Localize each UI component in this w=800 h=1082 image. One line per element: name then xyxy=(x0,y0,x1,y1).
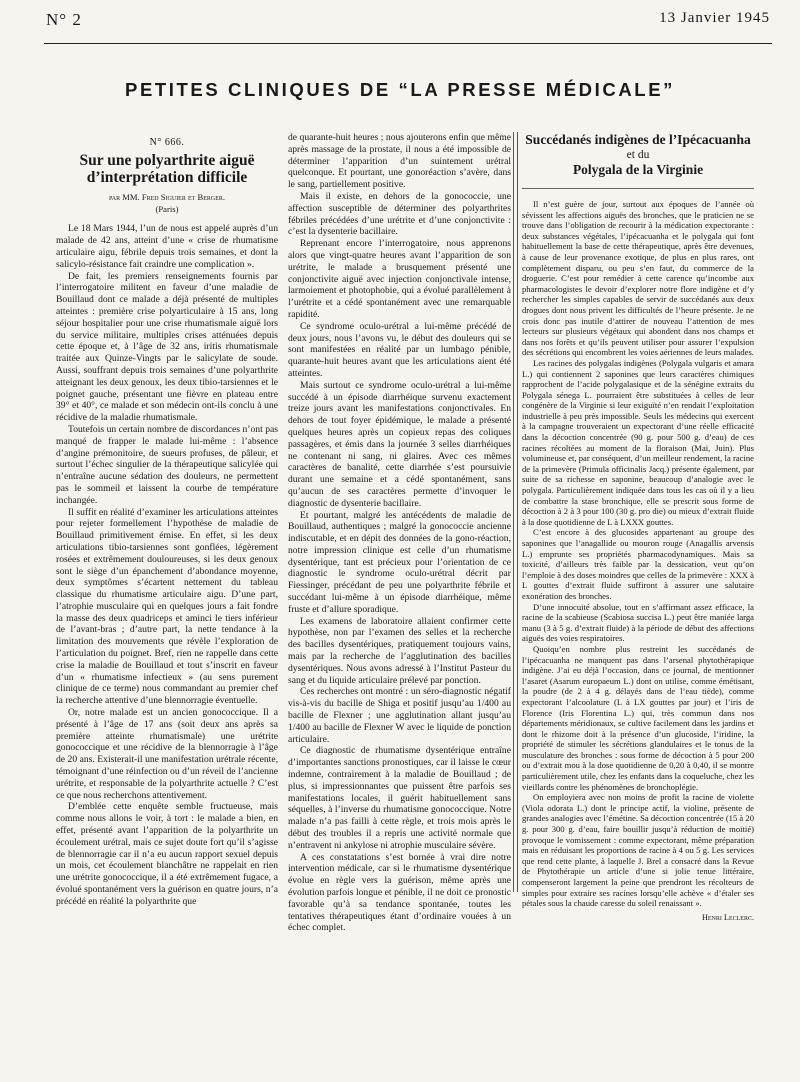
right-article-title-line-1: Succédanés indigènes de l’Ipécacuanha xyxy=(525,132,751,147)
article-title-line-2: d’interprétation difficile xyxy=(86,168,248,186)
paragraph: C’est encore à des glucosides appartenant au groupe des saponines que l’anagallide ou mouron rouge (Anagallis arvensis L.) emprunte ses propriétés pharmacodynamiques. Mais sa toxicité, d’ailleurs très faible par la dessication, veut qu’on l’emploie à des doses moindres que celles de la primevère : XXX à L gouttes d’extrait fluide suffiront à assurer une salutaire exonération des bronches. xyxy=(522,527,754,601)
paragraph: Mais surtout ce syndrome oculo-urétral a lui-même succédé à un épisode diarrhéique survenu exactement treize jours avant les manifestations conjonctivales. En dehors de tout foyer épidémique, le malade a présenté quelques heures après un copieux repas des coliques passagères, et émis dans la journée 3 selles diarrhéiques ne contenant ni sang, ni glaires. Avec ces mêmes caractères de banalité, cette diarrhée s’est poursuivie durant une semaine et a cédé spontanément, sans qu’aucun de ses caractères permette d’invoquer le diagnostic de dysenterie bacillaire. xyxy=(288,379,511,509)
paragraph: Ce syndrome oculo-urétral a lui-même précédé de deux jours, nous l’avons vu, le début des douleurs qui se sont manifestées en réalité par un lumbago pénible, quarante-huit heures avant que les articulations aient été atteintes. xyxy=(288,320,511,379)
paragraph: D’emblée cette enquête semble fructueuse, mais comme nous allons le voir, à tort : le malade a bien, en effet, présenté avant l’apparition de la polyarthrite un écoulement urétral, mais ce sujet doute fort qu’il s’agisse de blennorragie car il n’a eu aucun rapport sexuel depuis un mois, cet écoulement blanchâtre ne rappelait en rien une urétrite gonococcique, il a été extrêmement fugace, a évolué spontanément vers la guérison en quatre jours, n’a précédé en réalité la polyarthrite que xyxy=(56,801,278,907)
paragraph: Le 18 Mars 1944, l’un de nous est appelé auprès d’un malade de 42 ans, atteint d’une « crise de rhumatisme articulaire aigu, fébrile depuis trois semaines, et dont la salicylo-résistance fait craindre une complication ». xyxy=(56,223,278,270)
article-authors: par MM. Fred Siguier et Berger. xyxy=(108,191,226,202)
left-article-column-2 xyxy=(288,132,511,934)
paragraph: Or, notre malade est un ancien gonococcique. Il a présenté à l’âge de 17 ans (soit deux ans après sa première atteinte rhumatismale) une urétrite gonococcique et une récidive de la blennorragie à l’âge de 20 ans. Existerait-il une manifestation urétrale récente, témoignant d’une réinfection ou d’un réveil de l’ancienne urétrite, et responsable de la polyarthrite actuelle ? C’est ce que nous recherchons attentivement. xyxy=(56,707,278,801)
title-rule xyxy=(522,188,754,189)
right-article-title-line-3: Polygala de la Virginie xyxy=(572,162,704,177)
paragraph: De fait, les premiers renseignements fournis par l’interrogatoire militent en faveur d’une maladie de Bouillaud dont ce malade a déjà présenté de multiples atteintes : première crise polyarticulaire à 15 ans, long séjour hospitalier pour une crise rhumatismale aiguë lors du service militaire, multiples crises atténuées depuis cette époque et, à l’âge de 32 ans, iritis rhumatismale traitée aux Quinze-Vingts par le salicylate de soude. Aussi, souffrant depuis trois semaines d’une polyarthrite atteignant les deux genoux, les deux tibio-tarsiennes et le poignet gauche, présentant une fièvre en plateau entre 39° et 40°, ce malade et son médecin ont-ils conclu à une récidive de la maladie rhumatismale. xyxy=(56,270,278,424)
issue-date: 13 Janvier 1945 xyxy=(659,10,770,26)
paragraph: Ces recherches ont montré : un séro-diagnostic négatif vis-à-vis du bacille de Shiga et positif jusqu’au 1/400 au bacille de Flexner ; une agglutination allant jusqu’au 1/400 au bacille de Flexner W avec le liquide de ponction articulaire. xyxy=(288,686,511,745)
right-article-title-line-2: et du xyxy=(626,149,650,161)
paragraph: D’une innocuité absolue, tout en s’affirmant assez efficace, la racine de la scabieuse (Scabiosa succisa L.) peut être maniée larga manu (3 à 5 g. d’extrait fluide) à la période de début des affections aiguës des voies respiratoires. xyxy=(522,601,754,644)
right-article-body xyxy=(522,199,754,923)
paragraph: Quoiqu’en nombre plus restreint les succédanés de l’ipécacuanha ne manquent pas dans l’arsenal phytothérapique indigène. J’ai eu déjà l’occasion, dans ce journal, de mentionner l’asaret (Asarum europaeum L.) dont on utilise, comme émétisant, la poudre (de 2 à 4 g. délayés dans de l’eau tiède), comme expectorant l’alcoolature (L à LX gouttes par jour) et l’iris de Florence (Iris Florentina L.) qui, très commun dans nos départements méridionaux, se cultive facilement dans les jardins et dont le rhizome doit à la présence d’un glucoside, l’iridine, la propriété de stimuler les sécrétions glandulaires et le tonus de la musculature des bronches : sous forme de décoction à 5 pour 200 ou d’extrait mou à la dose quotidienne de 0,20 à 0,40, il se montre particulièrement utile, chez les enfants dans la coqueluche, chez les vieillards contre les phénomènes de bronchoplégie. xyxy=(522,643,754,792)
column-divider xyxy=(513,132,514,892)
paragraph: Les examens de laboratoire allaient confirmer cette hypothèse, non par l’examen des selles et la recherche des bacilles dysentériques, pratiquement toujours vains, mais par la recherche de l’agglutination des bacilles dysentériques. Nous avons adressé à l’Institut Pasteur du sang et du liquide articulaire prélevé par ponction. xyxy=(288,615,511,686)
paragraph: Les racines des polygalas indigènes (Polygala vulgaris et amara L.) qui contiennent 2 saponines que leurs caractères chimiques rapprochent de l’acide polygalasique et de la sénégine extraits du Polygala sénega L. pourraient être substituées à celles de leur congénère de la Virginie si leur exiguïté n’en rendait l’exploitation industrielle à peu près impossible. Seuls les médecins qui exercent à la campagne trouveraient un expectorant d’une réelle efficacité dans la décoction concentrée (90 g. pour 500 g. d’eau) de ces racines récoltées au moment de la floraison (Mai, Juin). Plus volumineuse et, par conséquent, d’un meilleur rendement, la racine de la primevère (Primula officinalis Jacq.) présente également, par suite de sa richesse en saponine, beaucoup d’analogie avec le polygala. Particulièrement indiquée dans tous les cas où il y a lieu de combattre la stase bronchique, elle se prescrit sous forme de décoction à 2 à 3 pour 100 (30 g. pro die) ou mieux d’extrait fluide à la dose quotidienne de L à LXXX gouttes. xyxy=(522,357,754,527)
left-article-column-1 xyxy=(56,132,278,1052)
section-banner-title: PETITES CLINIQUES DE “LA PRESSE MÉDICALE” xyxy=(125,79,675,100)
paragraph: Mais il existe, en dehors de la gonococcie, une affection susceptible de déterminer des polyarthrites fébriles précédées d’une urétrite et d’une conjonctivite : c’est la dysenterie bacillaire. xyxy=(288,190,511,238)
right-article-column xyxy=(522,132,754,922)
paragraph: Toutefois un certain nombre de discordances n’ont pas manqué de frapper le malade lui-même : l’absence d’angine prémonitoire, de sueurs profuses, de pâleur, et surtout l’échec singulier de la thérapeutique salicylée qui n’entraîne aucune sédation des douleurs, ne permettent pas le sommeil et laissent la courbe de température inchangée. xyxy=(56,423,278,506)
article-number: N° 666. xyxy=(149,137,185,148)
paragraph: Et pourtant, malgré les antécédents de maladie de Bouillaud, authentiques ; malgré la gonococcie ancienne indiscutable, et en dépit des données de la gono-réaction, notre impression clinique est celle d’un rhumatisme dysentérique, tant est précieux pour l’orientation de ce diagnostic le syndrome oculo-urétral décrit par Fiessinger, précédant de peu une polyarthrite fébrile et succédant lui-même à un épisode diarrhéique, même fruste et d’allure sporadique. xyxy=(288,509,511,615)
issue-number: N° 2 xyxy=(46,10,82,29)
article-location: (Paris) xyxy=(155,203,179,214)
article-title-line-1: Sur une polyarthrite aiguë xyxy=(79,151,255,169)
paragraph: Il suffit en réalité d’examiner les articulations atteintes pour rejeter formellement l’hypothèse de maladie de Bouillaud primitivement émise. En effet, si les deux articulations tibio-tarsiennes sont gonflées, légèrement rosées et extrêmement douloureuses, si les deux genoux sont le siège d’un épanchement d’abondance moyenne, deux symptômes s’écartent nettement du tableau classique du rhumatisme articulaire aigu. D’une part, l’atrophie musculaire qui en quelques jours a fait fondre la masse des deux quadriceps et aminci le tiers inférieur de l’avant-bras ; d’autre part, la nette tendance à la limitation des mouvements que révèle l’exploration de l’articulation du poignet. Bref, rien ne rappelle dans cette crise la maladie de Bouillaud et tout s’inscrit en faveur d’un « rhumatisme infectieux » (au sens purement clinique de ce terme) nous commandant au premier chef la recherche attentive d’une blennorragie éventuelle. xyxy=(56,506,278,707)
paragraph: Reprenant encore l’interrogatoire, nous apprenons alors que vingt-quatre heures avant l’apparition de son urétrite, le malade a brusquement présenté une conjonctivite aiguë avec injection conjonctivale intense, larmoiement et photophobie, qui a évolué parallèlement à l’urétrite et a cédé spontanément avec une remarquable rapidité. xyxy=(288,238,511,320)
article-title xyxy=(56,152,278,186)
paragraph: de quarante-huit heures ; nous ajouterons enfin que même après massage de la prostate, il nous a été impossible de déterminer l’apparition d’un suintement urétral quelconque. Et pourtant, une gonoréaction s’avère, dans le sang, partiellement positive. xyxy=(288,132,511,191)
paragraph: Il n’est guère de jour, surtout aux époques de l’année où sévissent les affections aiguës des bronches, que le praticien ne se trouve dans l’obligation de recourir à la médication expectorante : deux substances végétales, l’ipécacuanha et le polygala qui font habituellement la base de cette thérapeutique, après être devenues, à cause de leur provenance exotique, de plus en plus rares, ont complètement disparu, ou peu s’en faut, du commerce de la droguerie. C’est pour remédier à cette carence qu’incombe aux pharmacologistes le devoir d’explorer notre flore indigène et d’y rechercher les simples capables de servir de succédanés aux deux drogues dont nous privent les difficultés de l’heure présente. Je ne crois donc pas inutile d’attirer de nouveau l’attention de mes lecteurs sur plusieurs végétaux qui abondent dans nos champs et dans nos forêts et qu’ils peuvent utiliser pour assurer l’expulsion des sécrétions qui encombrent les voies aériennes de leurs malades. xyxy=(522,199,754,358)
paragraph: Ce diagnostic de rhumatisme dysentérique entraîne d’importantes sanctions pronostiques, car il laisse le cœur indemne, contrairement à la maladie de Bouillaud ; de plus, si impressionnantes que puissent être parfois ses manifestations locales, il guérit habituellement sans séquelles, à l’inverse du rhumatisme gonococcique. Notre malade n’a pas failli à cette règle, et trois mois après le début des troubles il a repris une activité normale que n’entravent ni ankylose ni atrophie musculaire sévère. xyxy=(288,745,511,851)
header-rule xyxy=(44,43,772,44)
paragraph: On employiera avec non moins de profit la racine de violette (Viola odorata L.) dont le principe actif, la violine, présente de grandes analogies avec l’émétine. Sa décoction concentrée (15 à 20 g. pour 300 g. d’eau, faire bouillir jusqu’à réduction de moitié) provoque le vomissement : comme expectorant, même préparation mais en réduisant les proportions de racine à 4 ou 5 g. Les services que rend cette plante, à laquelle J. Brel a consacré dans la Revue de Phytothérapie un article d’une si jolie tenue littéraire, compenseront largement la peine que prendront les récolteurs de simples pour extraire ses racines lorsqu’elle achève « d’étaler ses pétales sous la chaude caresse du soleil renaissant ». xyxy=(522,792,754,909)
column-divider xyxy=(517,132,518,892)
article-signature: Henri Leclerc. xyxy=(701,912,754,922)
paragraph: A ces constatations s’est bornée à vrai dire notre intervention médicale, car si le rhumatisme dysentérique évolue en règle vers la guérison, même après une évolution parfois longue et pénible, il ne doit ce pronostic favorable qu’à sa tendance spontanée, toutes les tentatives thérapeutiques étant d’ordinaire vouées à un échec complet. xyxy=(288,851,511,934)
